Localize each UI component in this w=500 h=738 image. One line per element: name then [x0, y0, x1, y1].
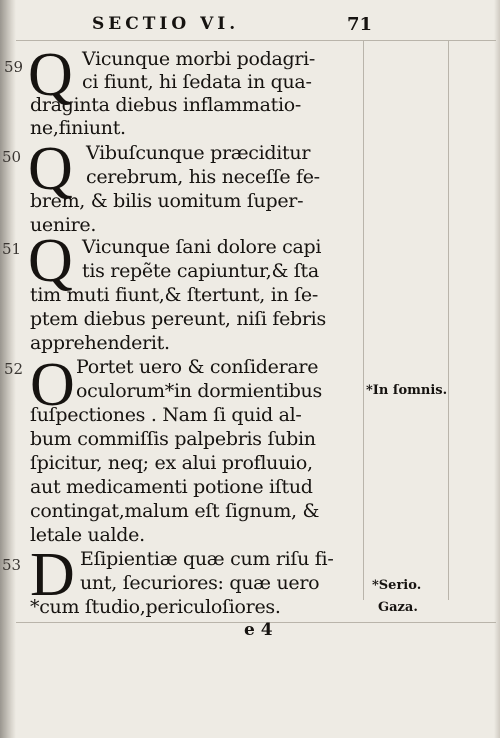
text-line: brem, & bilis uomitum ſuper-: [30, 190, 304, 212]
text-line: bum commiſſis palpebris ſubin: [30, 428, 316, 450]
text-line: oculorum*in dormientibus: [76, 380, 322, 402]
page-number: 71: [346, 14, 372, 35]
text-line: aut medicamenti potione iſtud: [30, 476, 313, 498]
running-head: [92, 14, 372, 38]
text-line: apprehenderit.: [30, 332, 170, 354]
margin-gloss: *Serio.: [372, 578, 422, 593]
frame-rule-margin-right: [448, 40, 449, 600]
aphorism-number: 51: [2, 240, 22, 258]
signature-mark: e 4: [244, 620, 273, 640]
text-line: letale ualde.: [30, 524, 145, 546]
text-line: unt, ſecuriores: quæ uero: [80, 572, 320, 594]
page-edge: [494, 0, 500, 738]
text-line: Portet uero & conſiderare: [76, 356, 319, 378]
frame-rule-top: [16, 40, 496, 41]
aphorism-number: 52: [4, 360, 24, 378]
text-line: ſpicitur, neq; ex alui profluuio,: [30, 452, 313, 474]
text-line: *cum ſtudio,periculoſiores.: [30, 596, 281, 618]
drop-initial: Q: [28, 135, 73, 203]
text-line: ſuſpectiones . Nam ſi quid al-: [30, 404, 302, 426]
drop-initial: O: [30, 351, 75, 419]
text-line: draginta diebus inflammatio-: [30, 94, 302, 116]
text-line: Eſipientiæ quæ cum riſu fi-: [80, 548, 334, 570]
drop-initial: D: [30, 541, 75, 609]
margin-gloss: Gaza.: [378, 600, 418, 615]
text-line: Vicunque morbi podagri-: [82, 48, 316, 70]
section-title: SECTIO VI.: [92, 14, 240, 34]
text-line: cerebrum, his neceſſe fe-: [86, 166, 320, 188]
text-line: ptem diebus pereunt, niſi febris: [30, 308, 326, 330]
drop-initial: Q: [28, 227, 73, 295]
text-line: Vibuſcunque præciditur: [86, 142, 311, 164]
aphorism-number: 53: [2, 556, 22, 574]
drop-initial: Q: [28, 41, 73, 109]
text-line: Vicunque ſani dolore capi: [82, 236, 322, 258]
text-line: uenire.: [30, 214, 97, 236]
margin-gloss: *In ſomnis.: [366, 383, 448, 398]
text-line: tis repẽte capiuntur,& ſta: [82, 260, 319, 282]
text-line: ci fiunt, hi ſedata in qua-: [82, 71, 312, 93]
aphorism-number: 50: [2, 148, 22, 166]
text-line: tim muti fiunt,& ſtertunt, in ſe-: [30, 284, 318, 306]
text-line: ne,finiunt.: [30, 117, 126, 139]
frame-rule-text-right: [363, 40, 364, 600]
text-line: contingat,malum eſt ſignum, &: [30, 500, 320, 522]
aphorism-number: 59: [4, 58, 24, 76]
